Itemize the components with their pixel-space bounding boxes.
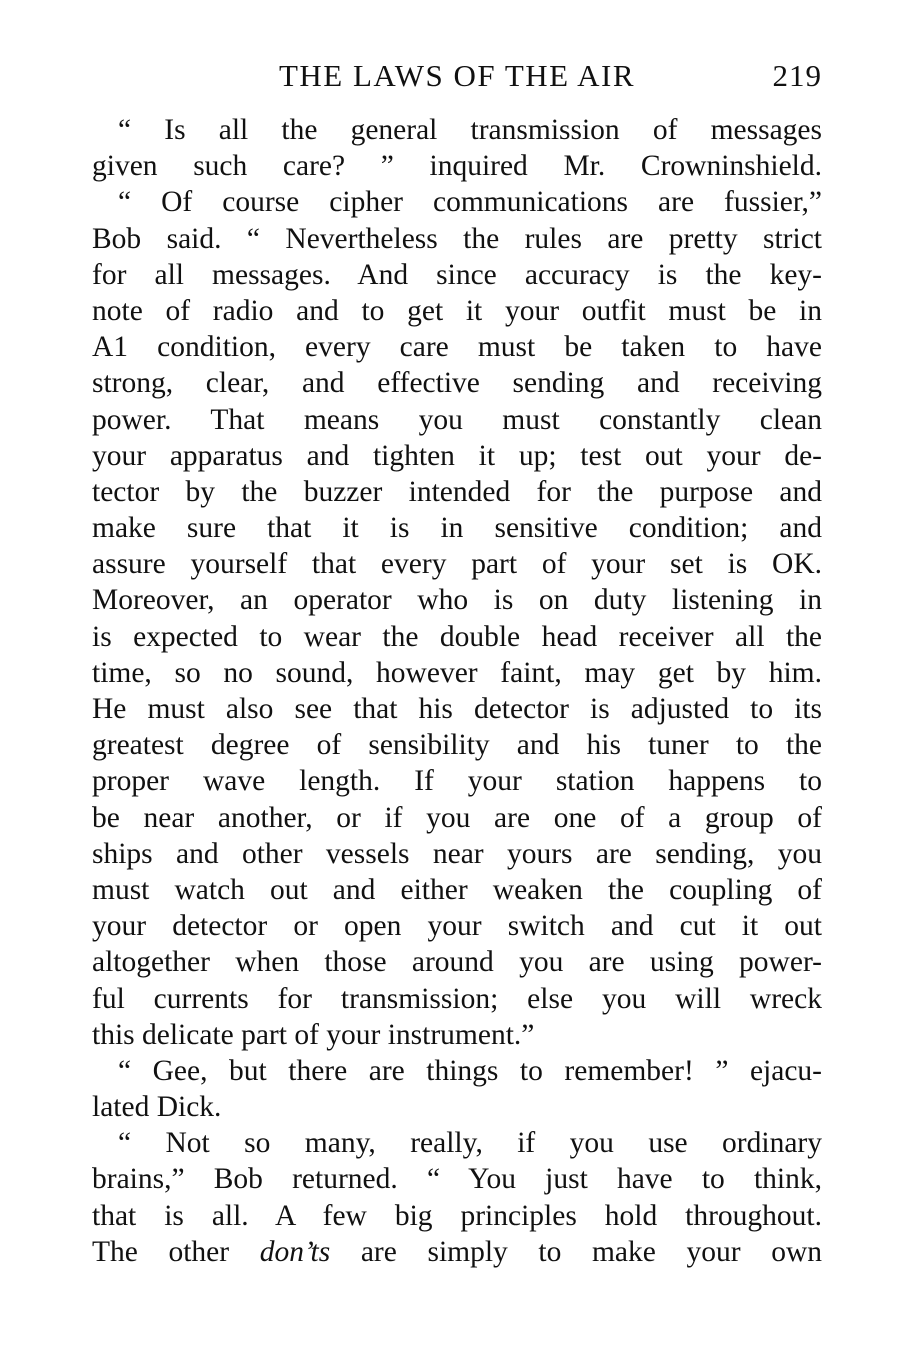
text-line: lated Dick.: [92, 1091, 222, 1124]
text-line: Bob said. “ Nevertheless the rules are pretty strict: [92, 222, 822, 255]
text-line: your detector or open your switch and cut it out: [92, 910, 822, 943]
text-line: note of radio and to get it your outfit must be in: [92, 294, 822, 327]
body-text: [92, 112, 822, 1270]
text-line: that is all. A few big principles hold throughout.: [92, 1199, 822, 1232]
text-line: make sure that it is in sensitive condition; and: [92, 512, 822, 545]
text-line: He must also see that his detector is adjusted to its: [92, 693, 822, 725]
text-line: this delicate part of your instrument.”: [92, 1018, 535, 1051]
text-line: “ Gee, but there are things to remember! ” ejacu-: [118, 1054, 822, 1087]
text-line: ful currents for transmission; else you will wreck: [92, 982, 822, 1015]
text-span: are simply to make your own: [330, 1235, 822, 1268]
text-line: given such care? ” inquired Mr. Crowninshield.: [92, 150, 822, 183]
text-line: ships and other vessels near yours are sending, you: [92, 837, 822, 870]
text-line: altogether when those around you are using power-: [92, 946, 822, 979]
text-line: is expected to wear the double head receiver all the: [92, 620, 822, 653]
text-line: for all messages. And since accuracy is the key-: [92, 258, 822, 291]
italic-word: don’ts: [259, 1235, 331, 1268]
text-line: greatest degree of sensibility and his tuner to the: [92, 729, 822, 762]
page-number: 219: [772, 58, 822, 93]
text-line: Moreover, an operator who is on duty listening in: [92, 584, 822, 617]
text-line: tector by the buzzer intended for the purpose and: [92, 475, 822, 508]
text-line: must watch out and either weaken the coupling of: [92, 873, 822, 906]
text-line: “ Not so many, really, if you use ordinary: [118, 1127, 822, 1160]
text-line: your apparatus and tighten it up; test out your de-: [92, 439, 822, 472]
text-line-with-italic: [92, 1234, 822, 1270]
text-line: strong, clear, and effective sending and receiving: [92, 367, 822, 400]
text-line: “ Of course cipher communications are fussier,”: [118, 186, 822, 219]
running-title: THE LAWS OF THE AIR: [278, 58, 636, 93]
text-line: brains,” Bob returned. “ You just have to think,: [92, 1163, 822, 1196]
text-line: time, so no sound, however faint, may get by him.: [92, 656, 822, 689]
text-line: be near another, or if you are one of a group of: [92, 801, 822, 834]
text-line: A1 condition, every care must be taken to have: [92, 331, 822, 364]
text-line: proper wave length. If your station happens to: [92, 765, 822, 798]
text-line: assure yourself that every part of your set is OK.: [92, 548, 822, 581]
text-span: The other: [92, 1235, 260, 1268]
text-line: power. That means you must constantly clean: [92, 403, 822, 436]
text-line: “ Is all the general transmission of messages: [118, 114, 822, 146]
running-header: [92, 54, 822, 98]
